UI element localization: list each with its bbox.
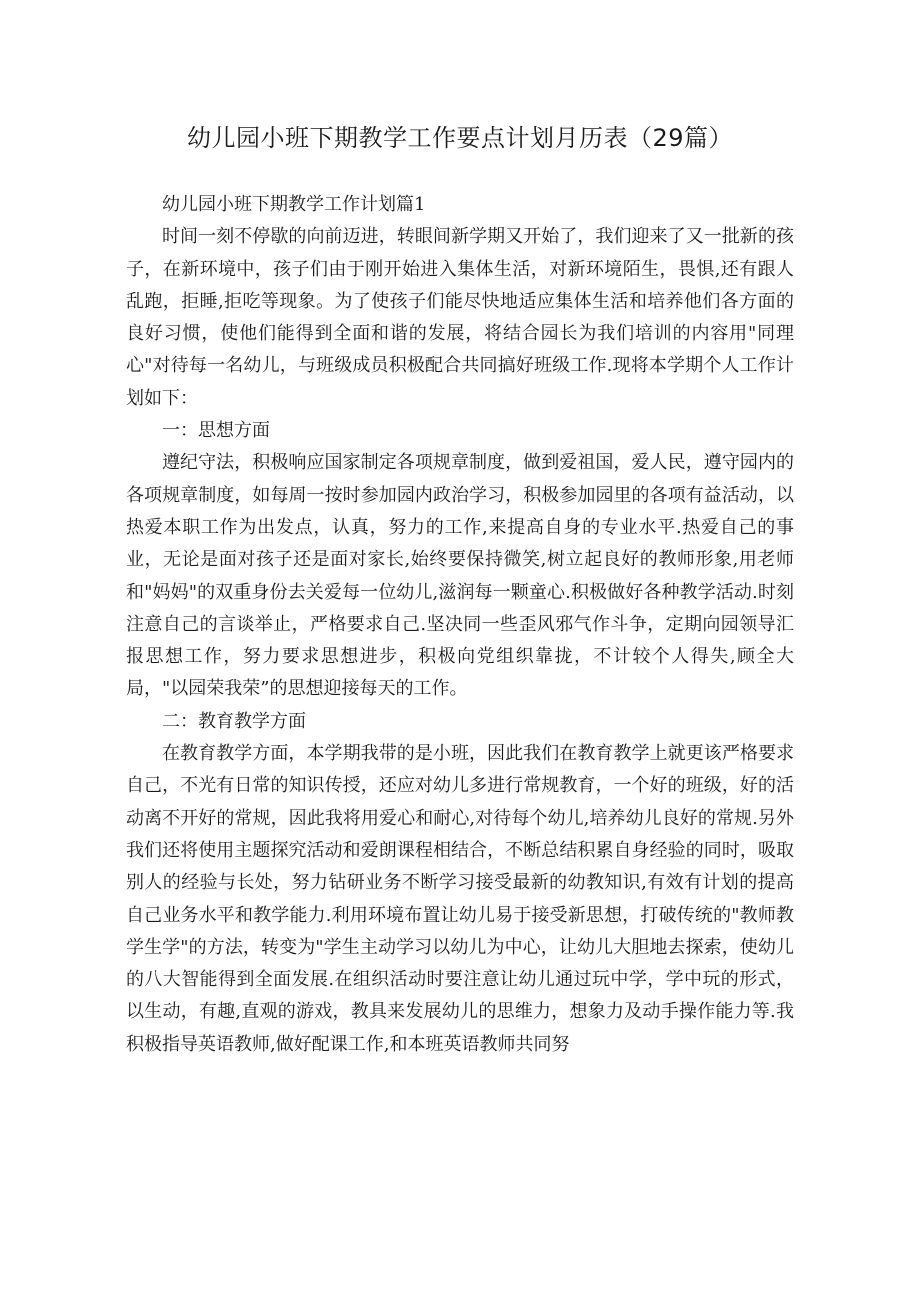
section-heading-thought: 一：思想方面 <box>162 420 270 442</box>
document-body <box>126 189 794 1061</box>
section-heading-plan-1: 幼儿园小班下期教学工作计划篇1 <box>162 194 426 215</box>
body-paragraph-thought: 遵纪守法，积极响应国家制定各项规章制度，做到爱祖国，爱人民，遵守园内的各项规章制度，如每周一按时参加园内政治学习，积极参加园里的各项有益活动，以热爱本职工作为出发点，认真，努力的工作,来提高自身的专业水平.热爱自己的事业，无论是面对孩子还是面对家长,始终要保持微笑,树立起良好的教师形象,用老师和"妈妈"的双重身份去关爱每一位幼儿,滋润每一颗童心.积极做好各种教学活动.时刻注意自己的言谈举止，严格要求自己.坚决同一些歪风邪气作斗争，定期向园领导汇报思想工作，努力要求思想进步，积极向党组织靠拢，不计较个人得失,顾全大局，"以园荣我荣”的思想迎接每天的工作。 <box>126 452 794 700</box>
section-heading-teaching: 二：教育教学方面 <box>162 710 306 732</box>
body-paragraph-teaching: 在教育教学方面，本学期我带的是小班，因此我们在教育教学上就更该严格要求自己，不光有日常的知识传授，还应对幼儿多进行常规教育，一个好的班级，好的活动离不开好的常规，因此我将用爱心和耐心,对待每个幼儿,培养幼儿良好的常规.另外我们还将使用主题探究活动和爱朗课程相结合，不断总结积累自身经验的同时，吸取别人的经验与长处，努力钻研业务不断学习接受最新的幼教知识,有效有计划的提高自己业务水平和教学能力.利用环境布置让幼儿易于接受新思想，打破传统的"教师教学生学"的方法，转变为"学生主动学习以幼儿为中心，让幼儿大胆地去探索，使幼儿的八大智能得到全面发展.在组织活动时要注意让幼儿通过玩中学，学中玩的形式，以生动，有趣,直观的游戏，教具来发展幼儿的思维力，想象力及动手操作能力等.我积极指导英语教师,做好配课工作,和本班英语教师共同努 <box>126 743 794 1055</box>
body-paragraph-intro: 时间一刻不停歇的向前迈进，转眼间新学期又开始了，我们迎来了又一批新的孩子，在新环境中，孩子们由于刚开始进入集体生活，对新环境陌生，畏惧,还有跟人乱跑，拒睡,拒吃等现象。为了使孩子们能尽快地适应集体生活和培养他们各方面的良好习惯，使他们能得到全面和谐的发展，将结合园长为我们培训的内容用"同理心"对待每一名幼儿，与班级成员积极配合共同搞好班级工作.现将本学期个人工作计划如下： <box>126 226 794 409</box>
document-title: 幼儿园小班下期教学工作要点计划月历表（29篇） <box>186 124 734 152</box>
